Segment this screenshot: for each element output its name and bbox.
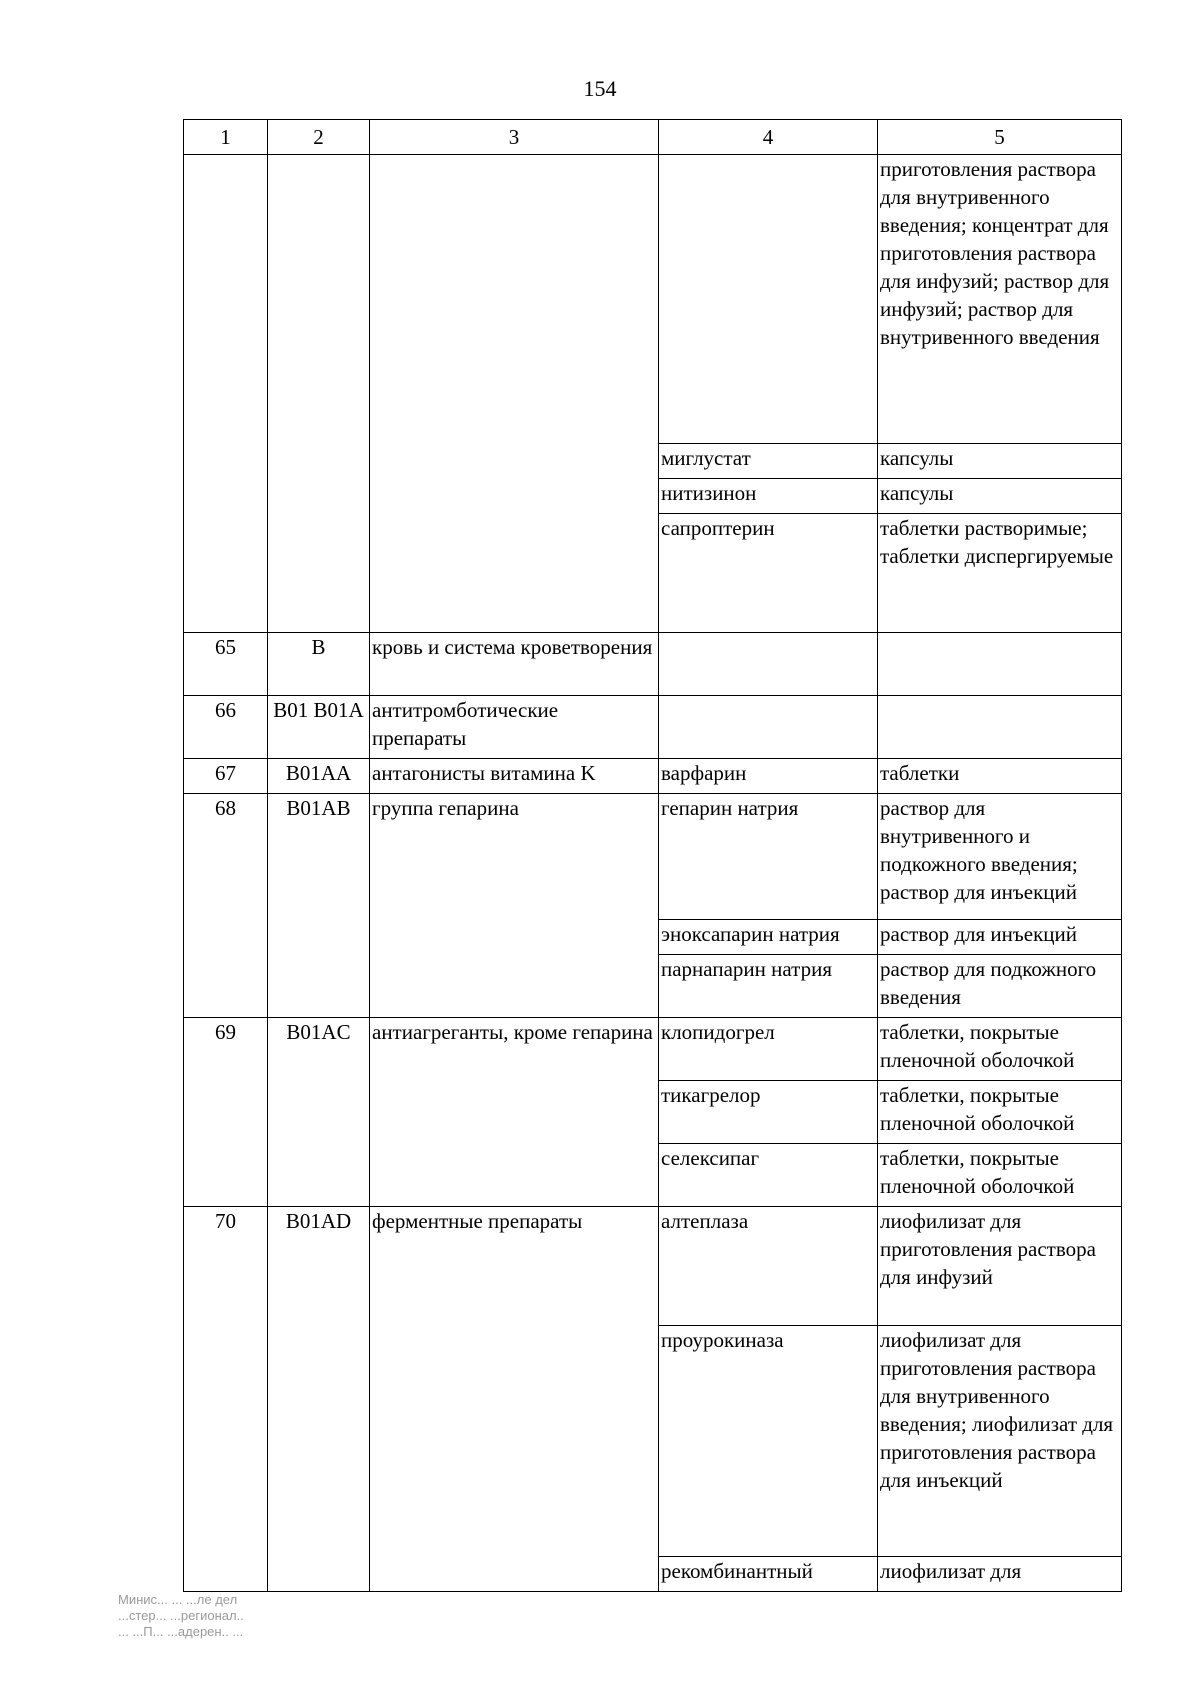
cell-drug: тикагрелор [659, 1081, 878, 1144]
cell-drug: эноксапарин натрия [659, 920, 878, 955]
cell-drug: сапроптерин [659, 514, 878, 633]
col-header-1: 1 [184, 120, 268, 155]
cell-drug: парнапарин натрия [659, 955, 878, 1018]
cell-group: кровь и система кроветворения [370, 633, 659, 696]
col-header-4: 4 [659, 120, 878, 155]
cell-group: группа гепарина [370, 794, 659, 1018]
cell-code: B [268, 633, 370, 696]
table-row [184, 696, 1122, 759]
table-row [184, 155, 1122, 444]
cell-drug: проурокиназа [659, 1326, 878, 1557]
cell-form: таблетки растворимые; таблетки диспергируемые [878, 514, 1122, 633]
stamp-line: ... ...П... ...адерен.. ... [118, 1624, 244, 1639]
cell-num-empty [184, 155, 268, 633]
cell-drug-empty [659, 155, 878, 444]
col-header-5: 5 [878, 120, 1122, 155]
cell-group: ферментные препараты [370, 1207, 659, 1592]
cell-drug: нитизинон [659, 479, 878, 514]
cell-drug: клопидогрел [659, 1018, 878, 1081]
cell-num: 67 [184, 759, 268, 794]
stamp-line: ...стер... ...регионал.. [118, 1608, 244, 1623]
cell-group-empty [370, 155, 659, 633]
cell-drug-empty [659, 696, 878, 759]
cell-drug: миглустат [659, 444, 878, 479]
cell-form: капсулы [878, 444, 1122, 479]
cell-group: антитромботические препараты [370, 696, 659, 759]
stamp-line: Минис... ... ...ле дел [118, 1592, 238, 1607]
cell-form: раствор для внутривенного и подкожного введения; раствор для инъекций [878, 794, 1122, 920]
cell-code: B01AA [268, 759, 370, 794]
cell-form: таблетки, покрытые пленочной оболочкой [878, 1081, 1122, 1144]
cell-form: таблетки, покрытые пленочной оболочкой [878, 1144, 1122, 1207]
header-row [184, 120, 1122, 155]
table-row [184, 759, 1122, 794]
cell-drug: алтеплаза [659, 1207, 878, 1326]
cell-num: 65 [184, 633, 268, 696]
table-row [184, 633, 1122, 696]
cell-group: антагонисты витамина K [370, 759, 659, 794]
cell-form: лиофилизат для [878, 1557, 1122, 1592]
cell-form: лиофилизат для приготовления раствора для инфузий [878, 1207, 1122, 1326]
cell-num: 66 [184, 696, 268, 759]
cell-drug-empty [659, 633, 878, 696]
table-row [184, 1207, 1122, 1326]
table-row [184, 1018, 1122, 1081]
cell-form: приготовления раствора для внутривенного введения; концентрат для приготовления раствора для инфузий; раствор для инфузий; раствор для внутривенного введения [878, 155, 1122, 444]
cell-num: 69 [184, 1018, 268, 1207]
cell-drug: гепарин натрия [659, 794, 878, 920]
cell-drug: селексипаг [659, 1144, 878, 1207]
cell-form: капсулы [878, 479, 1122, 514]
cell-drug: рекомбинантный [659, 1557, 878, 1592]
cell-form-empty [878, 633, 1122, 696]
cell-group: антиагреганты, кроме гепарина [370, 1018, 659, 1207]
faded-stamp [118, 1592, 348, 1640]
cell-code-empty [268, 155, 370, 633]
cell-code: B01 B01A [268, 696, 370, 759]
table-row [184, 794, 1122, 920]
cell-form-empty [878, 696, 1122, 759]
cell-form: лиофилизат для приготовления раствора для внутривенного введения; лиофилизат для приготовления раствора для инъекций [878, 1326, 1122, 1557]
cell-form: раствор для подкожного введения [878, 955, 1122, 1018]
cell-code: B01AC [268, 1018, 370, 1207]
page-number: 154 [583, 76, 617, 101]
cell-num: 68 [184, 794, 268, 1018]
col-header-3: 3 [370, 120, 659, 155]
cell-code: B01AD [268, 1207, 370, 1592]
cell-form: раствор для инъекций [878, 920, 1122, 955]
cell-num: 70 [184, 1207, 268, 1592]
cell-form: таблетки [878, 759, 1122, 794]
cell-form: таблетки, покрытые пленочной оболочкой [878, 1018, 1122, 1081]
drug-table [183, 119, 1122, 1592]
cell-drug: варфарин [659, 759, 878, 794]
cell-code: B01AB [268, 794, 370, 1018]
col-header-2: 2 [268, 120, 370, 155]
